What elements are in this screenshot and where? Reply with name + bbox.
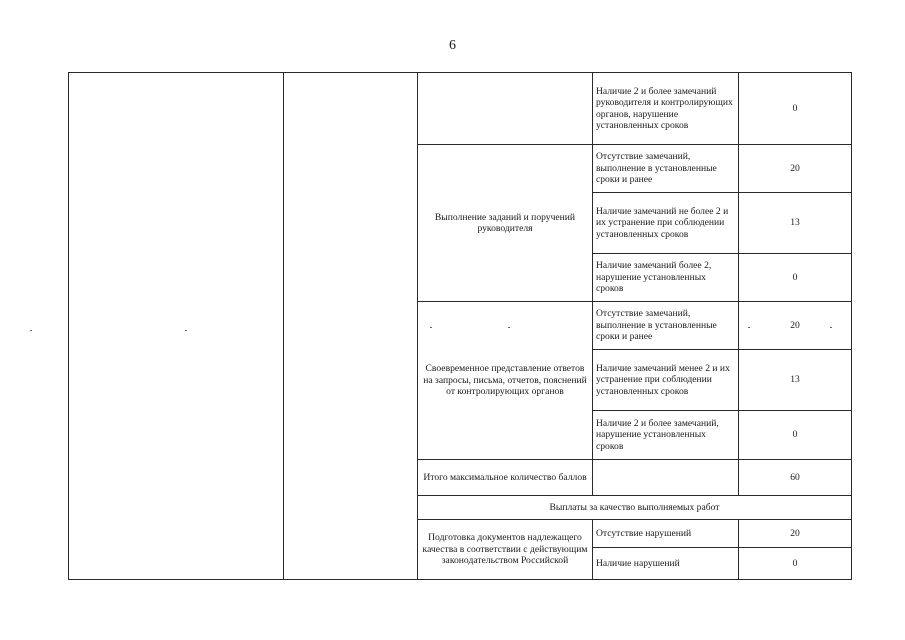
total-label-cell: Итого максимальное количество баллов [418,460,593,496]
criterion-cell: Отсутствие нарушений [593,520,739,548]
criterion-cell: Отсутствие замечаний, выполнение в установленные сроки и ранее [593,145,739,193]
indicator-cell: Подготовка документов надлежащего качества в соответствии с действующим законодательством Российской [418,520,593,580]
section-header-cell: Выплаты за качество выполняемых работ [418,496,852,520]
indicator-cell: Своевременное представление ответов на запросы, письма, отчетов, пояснений от контролирующих органов [418,302,593,460]
scan-speck [185,330,187,331]
score-cell: 13 [739,350,852,411]
scan-speck [430,327,432,328]
criterion-cell: Наличие замечаний более 2, нарушение установленных сроков [593,254,739,302]
score-cell: 0 [739,254,852,302]
criterion-cell: Наличие нарушений [593,548,739,580]
indicator-cell-empty [418,73,593,145]
score-cell: 20 [739,302,852,350]
page-number: 6 [449,38,456,53]
criterion-cell: Отсутствие замечаний, выполнение в установленные сроки и ранее [593,302,739,350]
criterion-cell-empty [593,460,739,496]
position-cell [69,73,284,580]
score-cell: 0 [739,73,852,145]
scan-speck [830,327,832,328]
payment-type-cell [284,73,418,580]
score-cell: 20 [739,145,852,193]
score-cell: 0 [739,548,852,580]
table-row [69,73,852,145]
total-score-cell: 60 [739,460,852,496]
score-cell: 13 [739,193,852,254]
criteria-table [68,72,852,580]
criterion-cell: Наличие замечаний менее 2 и их устранение при соблюдении установленных сроков [593,350,739,411]
criterion-cell: Наличие замечаний не более 2 и их устранение при соблюдении установленных сроков [593,193,739,254]
criterion-cell: Наличие 2 и более замечаний, нарушение установленных сроков [593,411,739,460]
scan-speck [508,327,510,328]
indicator-cell: Выполнение заданий и поручений руководителя [418,145,593,302]
scan-speck [30,330,32,331]
scan-speck [748,327,750,328]
score-cell: 20 [739,520,852,548]
score-cell: 0 [739,411,852,460]
criterion-cell: Наличие 2 и более замечаний руководителя и контролирующих органов, нарушение установленных сроков [593,73,739,145]
